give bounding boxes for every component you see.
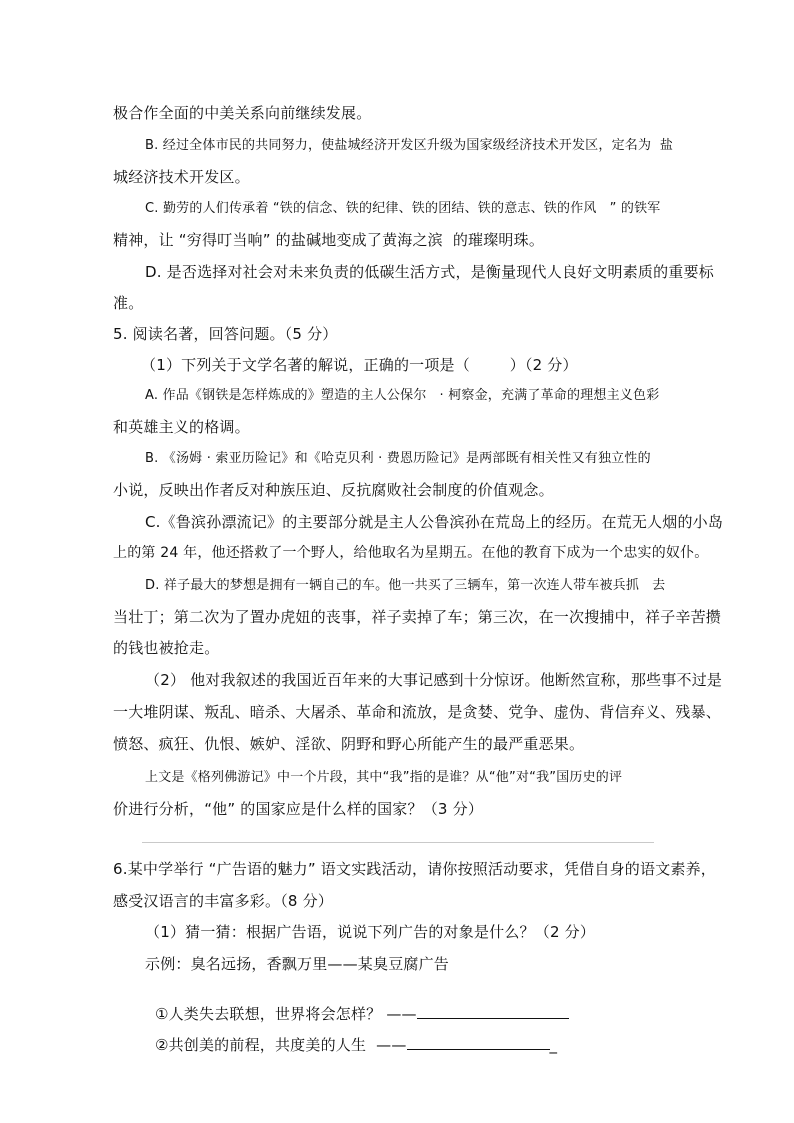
option-c: C.《鲁滨孙漂流记》的主要部分就是主人公鲁滨孙在荒岛上的经历。在荒无人烟的小岛 bbox=[145, 513, 724, 531]
answer-blank[interactable] bbox=[407, 1035, 550, 1050]
question-heading: 6.某中学举行 “广告语的魅力” 语文实践活动，请你按照活动要求，凭借自身的语文素养， bbox=[113, 860, 716, 878]
text-line: B. 经过全体市民的共同努力，使盐城经济开发区升级为国家级经济技术开发区，定名为 盐 bbox=[145, 138, 674, 153]
text-line: C. 勤劳的人们传承着 “铁的信念、铁的纪律、铁的团结、铁的意志、铁的作风 ” 的铁军 bbox=[145, 201, 661, 216]
section-divider bbox=[142, 842, 654, 843]
question-line: 上文是《格列佛游记》中一个片段，其中“我”指的是谁？从“他”对“我”国历史的评 bbox=[145, 770, 623, 785]
text-line: 精神，让 “穷得叮当响” 的盐碱地变成了黄海之滨 的璀璨明珠。 bbox=[113, 231, 545, 249]
text-line: 价进行分析，“他” 的国家应是什么样的国家？（3 分） bbox=[113, 800, 484, 818]
option-b: B. 《汤姆 · 索亚历险记》和《哈克贝利 · 费恩历险记》是两部既有相关性又有独立性的 bbox=[145, 451, 651, 466]
text-line: 和英雄主义的格调。 bbox=[113, 418, 250, 436]
answer-tail: _ bbox=[549, 1036, 558, 1054]
passage-line: 一大堆阴谋、叛乱、暗杀、大屠杀、革命和流放，是贪婪、党争、虚伪、背信弃义、残暴、 bbox=[113, 703, 722, 721]
answer-item bbox=[145, 989, 569, 1022]
answer-blank[interactable] bbox=[417, 1004, 569, 1019]
option-a: A. 作品《钢铁是怎样炼成的》塑造的主人公保尔 · 柯察金，充满了革命的理想主义色彩 bbox=[145, 388, 660, 403]
answer-prompt: ②共创美的前程，共度美的人生 —— bbox=[154, 1036, 407, 1054]
text-line: 小说，反映出作者反对种族压迫、反抗腐败社会制度的价值观念。 bbox=[113, 481, 554, 499]
answer-item bbox=[145, 1020, 557, 1053]
example-line: 示例：臭名远扬，香飘万里——某臭豆腐广告 bbox=[145, 955, 450, 973]
text-line: 极合作全面的中美关系向前继续发展。 bbox=[113, 104, 372, 122]
text-line: 当壮丁；第二次为了置办虎妞的丧事，祥子卖掉了车；第三次，在一次搜捕中，祥子辛苦攒 bbox=[113, 608, 722, 626]
passage-line: 愤怒、疯狂、仇恨、嫉妒、淫欲、阴野和野心所能产生的最严重恶果。 bbox=[113, 735, 585, 753]
text-line: D. 是否选择对社会对未来负责的低碳生活方式，是衡量现代人良好文明素质的重要标 bbox=[145, 263, 714, 281]
question-heading: 5. 阅读名著，回答问题。（5 分） bbox=[113, 325, 338, 343]
passage-line: （2） 他对我叙述的我国近百年来的大事记感到十分惊讶。他断然宣称，那些事不过是 bbox=[145, 671, 723, 689]
text-line: 准。 bbox=[113, 294, 144, 312]
text-line: 上的第 24 年，他还搭救了一个野人，给他取名为星期五。在他的教育下成为一个忠实的奴仆。 bbox=[113, 545, 709, 561]
text-line: （1）猜一猜：根据广告语，说说下列广告的对象是什么？（2 分） bbox=[145, 923, 596, 941]
text-line: （1）下列关于文学名著的解说，正确的一项是（ ）（2 分） bbox=[141, 356, 578, 374]
answer-prompt: ①人类失去联想，世界将会怎样？ —— bbox=[154, 1005, 417, 1023]
option-d: D. 祥子最大的梦想是拥有一辆自己的车。他一共买了三辆车，第一次连人带车被兵抓 去 bbox=[145, 578, 666, 593]
text-line: 城经济技术开发区。 bbox=[113, 168, 250, 186]
text-line: 的钱也被抢走。 bbox=[113, 639, 220, 657]
text-line: 感受汉语言的丰富多彩。（8 分） bbox=[113, 892, 334, 910]
